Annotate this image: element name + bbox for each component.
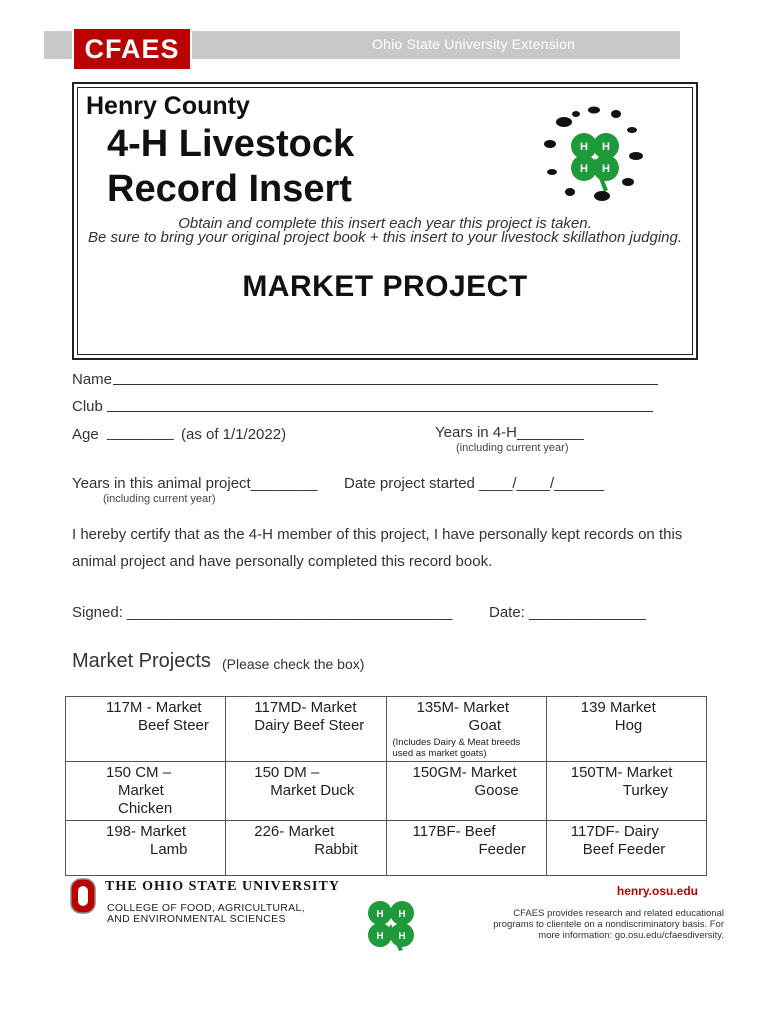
osu-name: THE OHIO STATE UNIVERSITY <box>105 879 340 894</box>
cell-line-2: Beef Feeder <box>582 841 666 858</box>
name-field[interactable] <box>113 384 658 385</box>
cell-line-1: 135M- Market <box>416 699 510 716</box>
svg-text:H: H <box>398 909 406 920</box>
market-projects-note: (Please check the box) <box>222 656 365 672</box>
instruction-line-2: Be sure to bring your original project book + this insert to your livestock skillathon judging. <box>87 229 683 246</box>
cell-line-1: 226- Market <box>254 823 335 840</box>
county-url-link[interactable]: henry.osu.edu <box>616 884 698 898</box>
cell-line-1: 150TM- Market <box>570 764 673 781</box>
cell-line-1: 139 Market <box>580 699 656 716</box>
table-row <box>66 697 707 762</box>
club-field[interactable] <box>107 411 653 412</box>
project-cell-117m[interactable] <box>66 697 226 762</box>
cell-line-1: 117DF- Dairy <box>570 823 659 840</box>
county-name: Henry County <box>86 92 250 120</box>
college-line-2: AND ENVIRONMENTAL SCIENCES <box>107 913 286 925</box>
extension-label: Ohio State University Extension <box>372 36 576 52</box>
age-label: Age <box>72 426 99 443</box>
project-cell-139[interactable] <box>546 697 706 762</box>
cell-line-2: Market Duck <box>270 782 355 799</box>
title-line-2: Record Insert <box>107 168 352 210</box>
project-cell-117md[interactable] <box>226 697 386 762</box>
svg-text:H: H <box>398 931 406 942</box>
project-cell-226[interactable] <box>226 821 386 876</box>
market-projects-table <box>65 696 707 876</box>
cell-line-2: Hog <box>614 717 643 734</box>
svg-text:H: H <box>602 163 610 175</box>
svg-text:H: H <box>376 931 384 942</box>
years-animal-project-note: (including current year) <box>103 493 216 505</box>
market-projects-title: Market Projects <box>72 650 211 672</box>
cell-line-1: 150GM- Market <box>412 764 517 781</box>
cell-line-2: Lamb <box>150 841 188 858</box>
cell-line-1: 150 CM – <box>106 764 172 781</box>
years-in-4h-note: (including current year) <box>456 442 569 454</box>
nondiscrimination-statement: CFAES provides research and related educational programs to clientele on a nondiscriminatory basis. For more information: go.osu.edu/cfaesdiversity. <box>493 908 724 941</box>
cell-line-2: Rabbit <box>314 841 358 858</box>
instruction-line-1: Obtain and complete this insert each year this project is taken. <box>178 215 592 232</box>
years-in-4h-field[interactable]: Years in 4-H________ <box>435 424 584 441</box>
4h-clover-icon <box>363 896 419 952</box>
svg-text:H: H <box>580 163 588 175</box>
cell-line-1: 150 DM – <box>254 764 320 781</box>
club-label: Club <box>72 398 103 415</box>
cell-line-1: 117BF- Beef <box>412 823 496 840</box>
certification-text: I hereby certify that as the 4-H member of this project, I have personally kept records on this animal project and have personally completed this record book. <box>72 526 683 570</box>
age-note: (as of 1/1/2022) <box>181 426 287 443</box>
project-cell-117bf[interactable] <box>386 821 546 876</box>
title-line-1: 4-H Livestock <box>107 123 355 165</box>
project-cell-198[interactable] <box>66 821 226 876</box>
4h-livestock-emblem-icon <box>536 100 652 216</box>
signature-field[interactable]: Signed: _______________________________________ <box>72 604 453 621</box>
cell-line-1: 117MD- Market <box>254 699 357 716</box>
project-cell-150cm[interactable] <box>66 762 226 821</box>
cell-note: (Includes Dairy & Meat breeds used as market goats) <box>392 737 521 759</box>
cell-line-1: 198- Market <box>106 823 187 840</box>
table-row <box>66 762 707 821</box>
cell-line-2: Goose <box>474 782 519 799</box>
svg-text:H: H <box>580 141 588 153</box>
date-started-field[interactable]: Date project started ____/____/______ <box>344 475 605 492</box>
cfaes-logo: CFAES <box>72 27 192 71</box>
age-field[interactable]: ________ <box>107 424 174 441</box>
date-field[interactable]: Date: ______________ <box>489 604 646 621</box>
cell-line-2: Dairy Beef Steer <box>254 717 365 734</box>
cell-line-2: Turkey <box>622 782 669 799</box>
name-label: Name <box>72 371 113 388</box>
cell-line-2: Beef Steer <box>138 717 209 734</box>
years-animal-project-field[interactable]: Years in this animal project________ <box>72 475 318 492</box>
cell-line-2: Market Chicken <box>118 782 173 817</box>
cell-line-2: Goat <box>468 717 502 734</box>
project-cell-135m[interactable] <box>386 697 546 762</box>
project-cell-150dm[interactable] <box>226 762 386 821</box>
project-cell-117df[interactable] <box>546 821 706 876</box>
project-heading: MARKET PROJECT <box>242 270 528 303</box>
svg-text:H: H <box>602 141 610 153</box>
college-line-1: COLLEGE OF FOOD, AGRICULTURAL, <box>107 902 305 914</box>
project-cell-150gm[interactable] <box>386 762 546 821</box>
cell-line-2: Feeder <box>478 841 527 858</box>
cell-line-1: 117M - Market <box>106 699 202 716</box>
project-cell-150tm[interactable] <box>546 762 706 821</box>
svg-text:H: H <box>376 909 384 920</box>
table-row <box>66 821 707 876</box>
osu-block-o-icon <box>70 878 96 914</box>
